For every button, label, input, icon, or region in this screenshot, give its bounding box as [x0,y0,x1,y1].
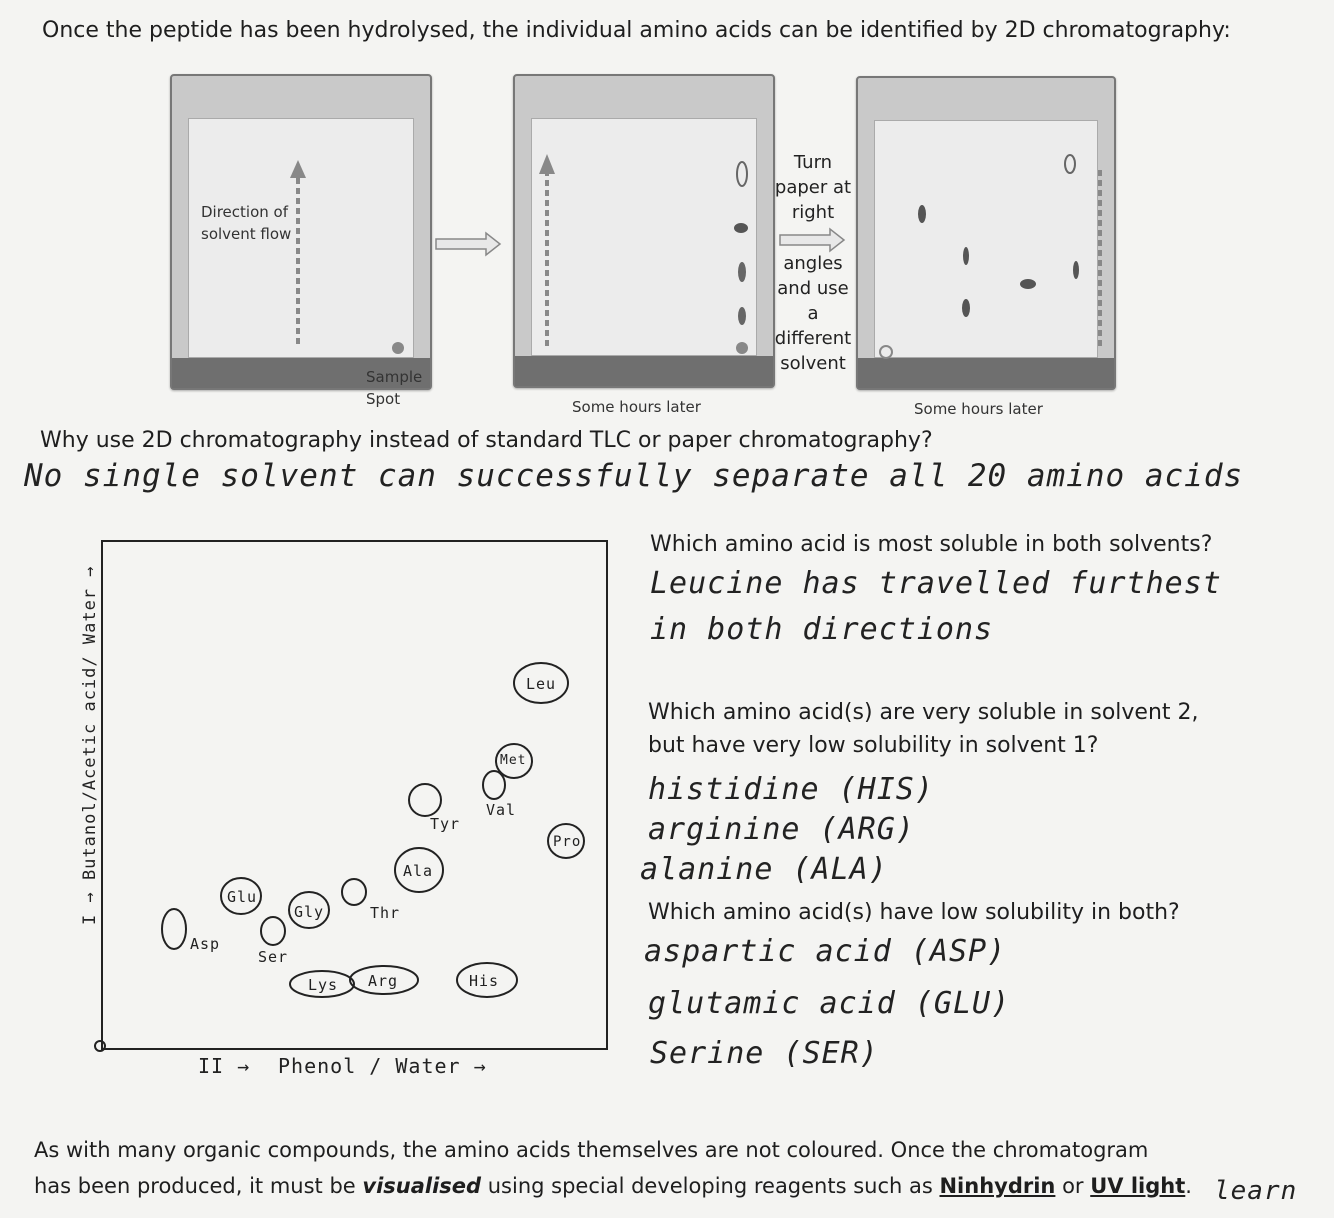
label-ser: Ser [258,948,289,966]
footer-uv-light: UV light [1090,1174,1186,1198]
sample-label-2: Spot [366,390,401,408]
label-ala: Ala [403,862,434,880]
label-tyr: Tyr [430,815,461,833]
x-axis-label: Phenol / Water → [278,1054,487,1078]
intro-text: Once the peptide has been hydrolysed, the individual amino acids can be identified by 2D chromatography: [42,18,1231,43]
footer-emphasis: visualised [362,1174,482,1198]
label-lys: Lys [308,976,339,994]
instr-line: angles [783,253,843,274]
q3-question-line2: but have very low solubility in solvent 1? [648,733,1099,758]
footer-line1: As with many organic compounds, the amino acids themselves are not coloured. Once the chromatogram [34,1138,1149,1162]
label-met: Met [500,753,527,768]
flow-label-1: Direction of [201,203,288,221]
label-pro: Pro [553,834,582,850]
label-gly: Gly [294,903,325,921]
instr-line: Turn [793,152,833,173]
instr-line: and use [777,278,849,299]
x-axis-roman: II → [198,1054,251,1078]
spot-val [483,771,505,799]
panel-2-caption: Some hours later [572,398,701,416]
y-axis-label: I → Butanol/Acetic acid/ Water → [80,565,100,925]
q4-answer-3: Serine (SER) [650,1036,879,1071]
label-glu: Glu [227,888,258,906]
footer-text: using special developing reagents such as [481,1174,940,1198]
q3-answer-1: histidine (HIS) [648,772,934,807]
footer-line2 [34,1174,1192,1198]
q2-answer-line1: Leucine has travelled furthest [650,566,1222,601]
label-arg: Arg [368,972,399,990]
spot-asp [162,909,186,949]
q3-question-line1: Which amino acid(s) are very soluble in solvent 2, [648,700,1199,725]
instr-line: paper at [774,177,852,198]
q2-answer-line2: in both directions [650,612,994,647]
label-val: Val [486,801,517,819]
spot-thr [342,879,366,905]
q3-answer-3: alanine (ALA) [640,852,888,887]
footer-ninhydrin: Ninhydrin [939,1174,1056,1198]
instr-line: a [807,303,819,324]
footer-text: has been produced, it must be [34,1174,363,1198]
label-thr: Thr [370,904,401,922]
sample-label-1: Sample [366,368,423,386]
q4-answer-2: glutamic acid (GLU) [648,986,1011,1021]
footer-text: . [1185,1174,1192,1198]
label-asp: Asp [190,935,221,953]
footer-text: or [1055,1174,1091,1198]
spot-tyr [409,784,441,816]
spot-ser [261,917,285,945]
q4-answer-1: aspartic acid (ASP) [644,934,1007,969]
instr-line: right [791,202,835,223]
q4-question: Which amino acid(s) have low solubility in both? [648,900,1180,925]
panel-3-caption: Some hours later [914,400,1043,418]
label-leu: Leu [526,675,557,693]
flow-label-2: solvent flow [201,225,292,243]
footer-handwritten-note: learn [1214,1176,1298,1206]
q2-question: Which amino acid is most soluble in both solvents? [650,532,1213,557]
q1-question: Why use 2D chromatography instead of standard TLC or paper chromatography? [40,428,933,453]
instr-line: different [774,328,852,349]
instr-line: solvent [780,353,846,374]
q3-answer-2: arginine (ARG) [648,812,915,847]
label-his: His [469,972,500,990]
q1-answer: No single solvent can successfully separate all 20 amino acids [24,458,1244,494]
